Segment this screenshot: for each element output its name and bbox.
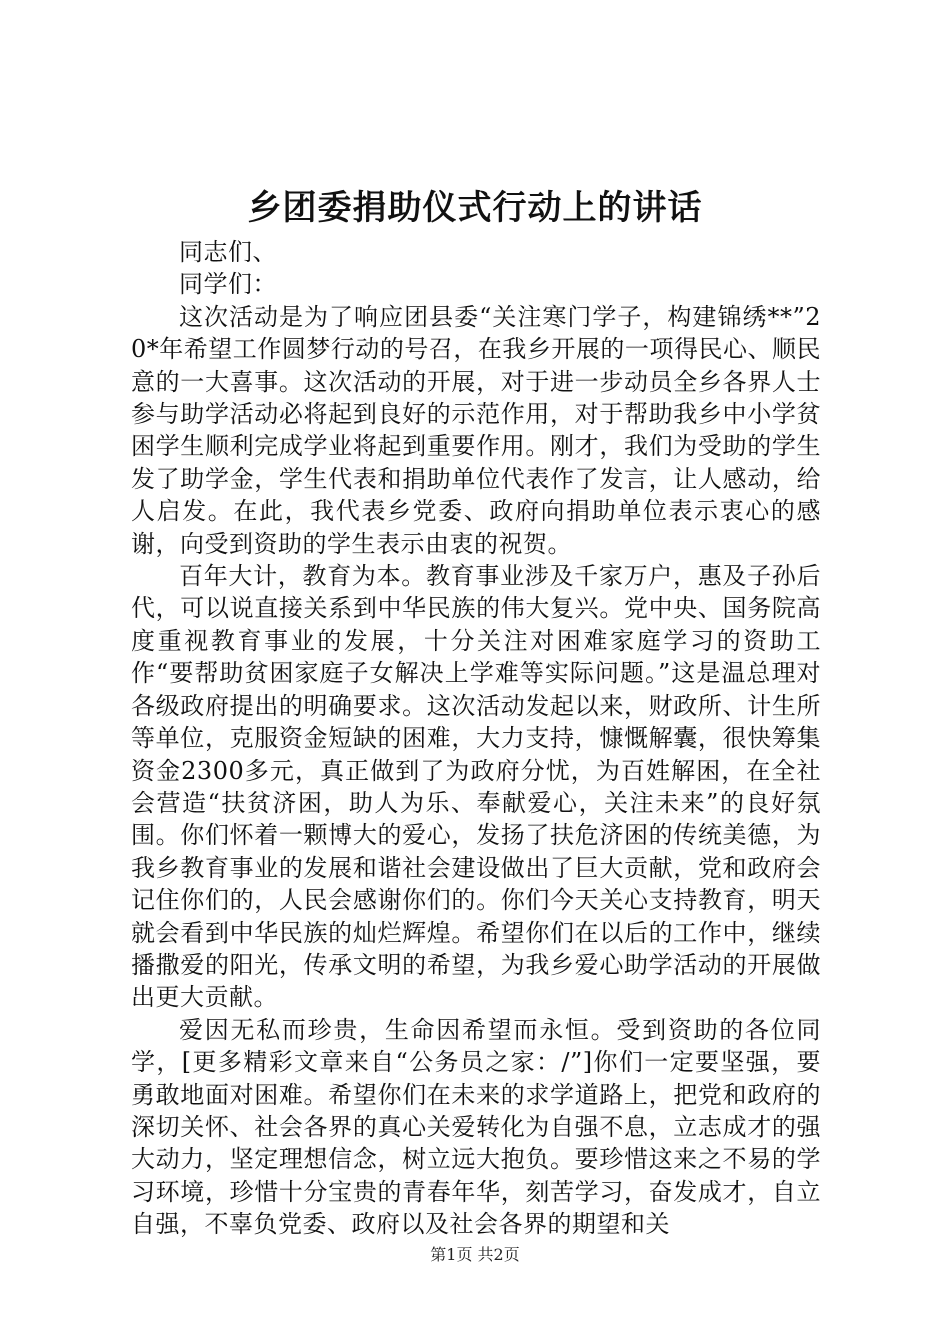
- page-footer: 第1页 共2页: [430, 1245, 520, 1264]
- salutation-line: 同志们、: [179, 238, 277, 266]
- document-title: 乡团委捐助仪式行动上的讲话: [247, 188, 703, 228]
- body-paragraph: 爱因无私而珍贵，生命因希望而永恒。受到资助的各位同学，[更多精彩文章来自“公务员之家：/”]你们一定要坚强，要勇敢地面对困难。希望你们在未来的求学道路上，把党和政府的深切关怀、社会各界的真心关爱转化为自强不息，立志成才的强大动力，坚定理想信念，树立远大抱负。要珍惜这来之不易的学习环境，珍惜十分宝贵的青春年华，刻苦学习，奋发成才，自立自强，不辜负党委、政府以及社会各界的期望和关: [131, 1015, 821, 1239]
- body-paragraph: 百年大计，教育为本。教育事业涉及千家万户，惠及子孙后代，可以说直接关系到中华民族的伟大复兴。党中央、国务院高度重视教育事业的发展，十分关注对困难家庭学习的资助工作“要帮助贫困家庭子女解决上学难等实际问题。”这是温总理对各级政府提出的明确要求。这次活动发起以来，财政所、计生所等单位，克服资金短缺的困难，大力支持，慷慨解囊，很快筹集资金2300多元，真正做到了为政府分忧，为百姓解困，在全社会营造“扶贫济困，助人为乐、奉献爱心，关注未来”的良好氛围。你们怀着一颗博大的爱心，发扬了扶危济困的传统美德，为我乡教育事业的发展和谐社会建设做出了巨大贡献，党和政府会记住你们的，人民会感谢你们的。你们今天关心支持教育，明天就会看到中华民族的灿烂辉煌。希望你们在以后的工作中，继续播撒爱的阳光，传承文明的希望，为我乡爱心助学活动的开展做出更大贡献。: [131, 562, 821, 1012]
- salutation-line: 同学们：: [179, 270, 277, 299]
- body-paragraph: 这次活动是为了响应团县委“关注寒门学子，构建锦绣**”20*年希望工作圆梦行动的号召，在我乡开展的一项得民心、顺民意的一大喜事。这次活动的开展，对于进一步动员全乡各界人士参与助学活动必将起到良好的示范作用，对于帮助我乡中小学贫困学生顺利完成学业将起到重要作用。刚才，我们为受助的学生发了助学金，学生代表和捐助单位代表作了发言，让人感动，给人启发。在此，我代表乡党委、政府向捐助单位表示衷心的感谢，向受到资助的学生表示由衷的祝贺。: [131, 302, 821, 558]
- document-body: [131, 236, 821, 1241]
